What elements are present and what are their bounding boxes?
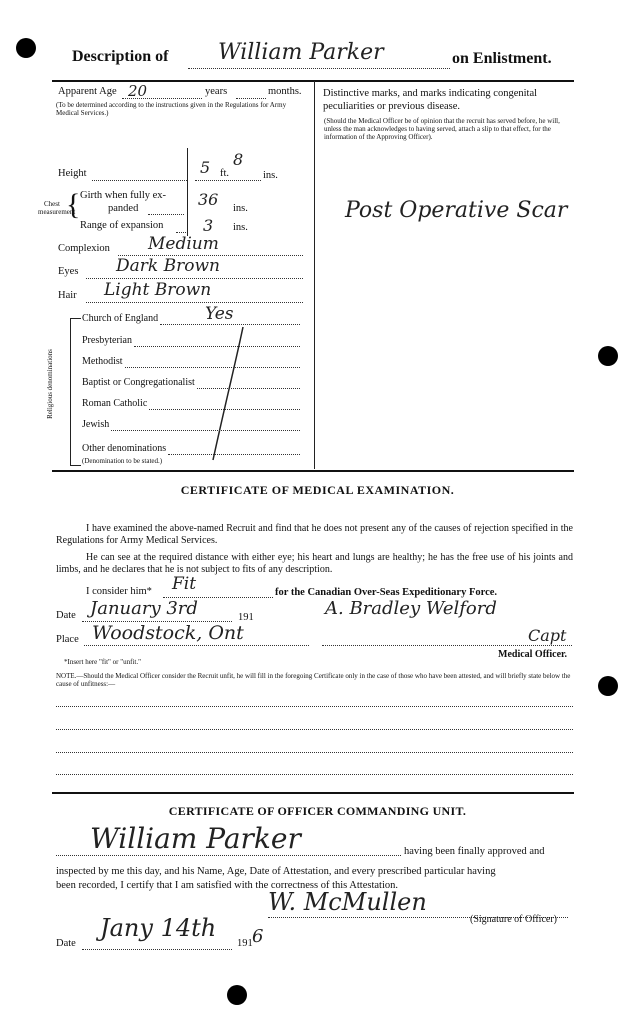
girth-label-2: panded — [108, 203, 139, 214]
commanding-line2: inspected by me this day, and his Name, Age, Date of Attestation, and every prescribed particular having — [56, 866, 496, 877]
consider-suffix: for the Canadian Over-Seas Expeditionary Force. — [275, 587, 498, 598]
commanding-year-suffix: 6 — [252, 926, 264, 947]
unfit-note: NOTE.—Should the Medical Officer consider the Recruit unfit, he will fill in the foregoing Certificate only in the case of those who have been attested, and will briefly state below the cause of unfitness:— — [56, 672, 571, 688]
insert-note: *Insert here "fit" or "unfit." — [64, 658, 141, 666]
height-label: Height — [58, 168, 87, 179]
girth-value: 36 — [198, 190, 219, 209]
header-suffix: on Enlistment. — [452, 50, 552, 67]
commanding-line1: having been finally approved and — [404, 846, 545, 857]
medical-para1: I have examined the above-named Recruit and find that he does not present any of the causes of rejection specified in the Regulations for Army Medical Services. — [56, 523, 573, 546]
complexion-value: Medium — [148, 234, 219, 254]
religion-leader — [111, 430, 300, 431]
chest-side-label: Chest measurement — [38, 200, 76, 216]
religion-item: Other denominations — [82, 443, 167, 454]
months-label: months. — [268, 86, 302, 97]
consider-prefix: I consider him* — [86, 586, 152, 597]
religion-leader — [125, 367, 300, 368]
marks-value: Post Operative Scar — [345, 198, 568, 223]
eyes-label: Eyes — [58, 266, 79, 277]
commanding-name: William Parker — [90, 822, 301, 855]
commanding-date-label: Date — [56, 938, 76, 949]
religion-leader — [134, 346, 300, 347]
range-ins: ins. — [233, 222, 248, 233]
recruit-name: William Parker — [218, 40, 384, 65]
religion-item: Methodist — [82, 356, 123, 367]
marks-label: Distinctive marks, and marks indicating congenital — [323, 88, 538, 99]
place-label: Place — [56, 634, 79, 645]
girth-ins: ins. — [233, 203, 248, 214]
signature-label: (Signature of Officer) — [470, 914, 558, 925]
commanding-title: CERTIFICATE OF OFFICER COMMANDING UNIT. — [168, 804, 467, 818]
marks-note: (Should the Medical Officer be of opinion that the recruit has served before, he will, unless the man acknowledges to having served, attach a slip to that effect, for the information of the Approving Officer). — [324, 117, 560, 141]
commanding-officer-signature: W. McMullen — [268, 888, 427, 916]
years-label: years — [205, 86, 228, 97]
medical-officer-label: Medical Officer. — [498, 649, 568, 660]
height-ft: 5 — [200, 158, 211, 177]
religion-item: Jewish — [82, 419, 110, 430]
punch-hole — [598, 346, 618, 366]
marks-label-2: peculiarities or previous disease. — [323, 101, 461, 112]
religion-leader — [149, 409, 300, 410]
medical-para2: He can see at the required distance with either eye; his heart and lungs are healthy; he has the free use of his joints and limbs, and he declares that he is not subject to fits of any description. — [56, 552, 573, 575]
range-value: 3 — [203, 216, 214, 235]
commanding-line3: been recorded, I certify that I am satisfied with the correctness of this Attestation. — [56, 880, 399, 891]
religion-item: Presbyterian — [82, 335, 132, 346]
religion-leader — [168, 454, 300, 455]
religion-note: (Denomination to be stated.) — [82, 457, 163, 465]
age-value: 20 — [128, 82, 148, 100]
height-in: 8 — [233, 150, 244, 169]
religion-value: Yes — [205, 304, 234, 324]
consider-value: Fit — [172, 574, 197, 594]
age-label: Apparent Age — [58, 86, 117, 97]
religion-leader — [197, 388, 300, 389]
age-note: (To be determined according to the instructions given in the Regulations for Army Medical Services.) — [56, 101, 287, 117]
eyes-value: Dark Brown — [116, 256, 220, 276]
religion-item: Church of England — [82, 313, 159, 324]
commanding-date-value: Jany 14th — [100, 914, 217, 942]
medical-officer-signature: A. Bradley Welford — [325, 598, 497, 619]
punch-hole — [16, 38, 36, 58]
hair-value: Light Brown — [104, 280, 212, 300]
place-value: Woodstock, Ont — [92, 622, 244, 644]
ft-label: ft. — [220, 168, 230, 179]
girth-label: Girth when fully ex- — [80, 190, 167, 201]
medical-title: CERTIFICATE OF MEDICAL EXAMINATION. — [180, 483, 455, 497]
religion-side-label: Religious denominations — [46, 349, 54, 419]
hair-label: Hair — [58, 290, 77, 301]
medical-officer-rank: Capt — [528, 626, 567, 645]
religion-item: Roman Catholic — [82, 398, 148, 409]
header-prefix: Description of — [72, 48, 169, 65]
medical-date-value: January 3rd — [90, 598, 198, 619]
ins-label: ins. — [263, 170, 278, 181]
range-label: Range of expansion — [80, 220, 164, 231]
complexion-label: Complexion — [58, 243, 110, 254]
medical-date-label: Date — [56, 610, 76, 621]
punch-hole — [598, 676, 618, 696]
punch-hole — [227, 985, 247, 1005]
religion-item: Baptist or Congregationalist — [82, 377, 195, 388]
commanding-year: 191 — [237, 938, 253, 949]
religion-leader — [160, 324, 300, 325]
medical-year: 191 — [238, 612, 254, 623]
column-divider — [314, 81, 315, 469]
